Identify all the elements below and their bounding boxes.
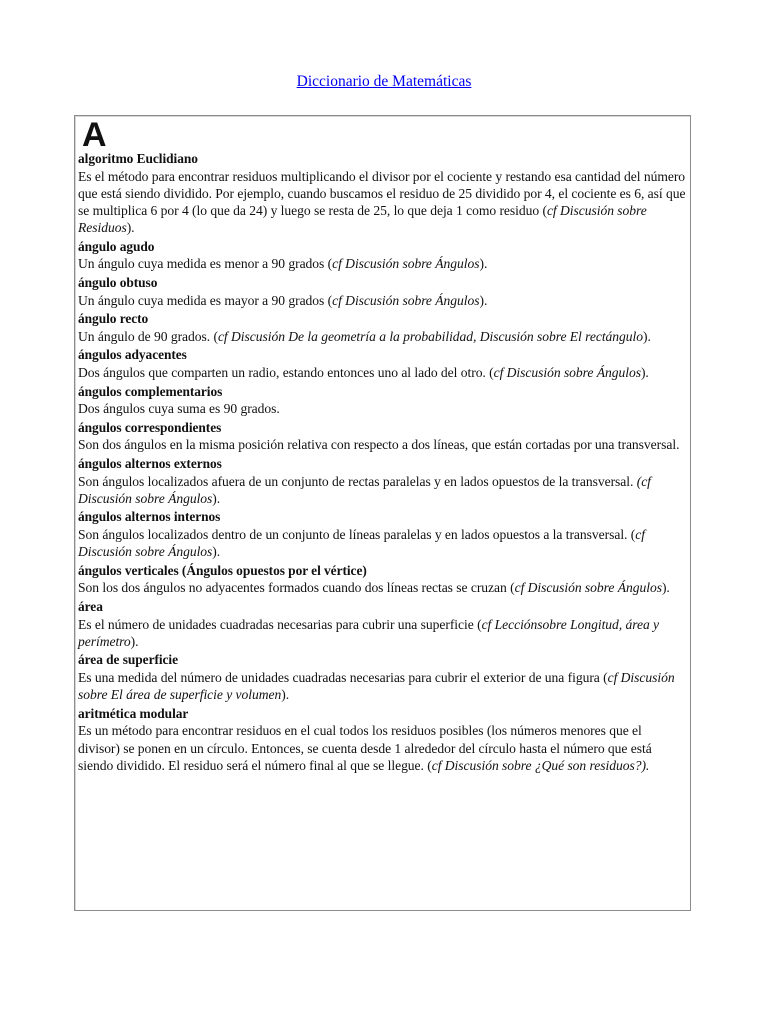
cross-reference: cf Discusión sobre Residuos bbox=[78, 202, 647, 236]
dictionary-entry bbox=[78, 509, 686, 560]
cross-reference: cf Discusión sobre Ángulos bbox=[493, 364, 641, 380]
dictionary-entry bbox=[78, 420, 686, 454]
cross-reference: cf Discusión sobre Ángulos bbox=[332, 256, 480, 272]
cross-reference: cf Discusión sobre El área de superficie y volumen bbox=[78, 669, 675, 703]
definition-text: ). bbox=[212, 490, 221, 506]
entry-term: ángulo agudo bbox=[78, 238, 155, 254]
definition-text: Son dos ángulos en la misma posición relativa con respecto a dos líneas, que están cortadas por una transversal. bbox=[78, 437, 680, 453]
definition-text: Es el método para encontrar residuos multiplicando el divisor por el cociente y restando esa cantidad del número que está siendo dividido. Por ejemplo, cuando buscamos el residuo de 25 dividido por 4, el cociente es 6, así que se multiplica 6 por 4 (lo que da 24) y luego se resta de 25, lo que deja 1 como residuo ( bbox=[78, 168, 686, 218]
cross-reference: cf Discusión sobre ¿Qué son residuos?). bbox=[431, 757, 650, 773]
entry-definition bbox=[78, 292, 686, 309]
page-title bbox=[0, 72, 768, 92]
dictionary-entry bbox=[78, 384, 686, 418]
entry-definition bbox=[78, 579, 686, 596]
dictionary-entry bbox=[78, 239, 686, 273]
definition-text: Un ángulo cuya medida es mayor a 90 grados ( bbox=[78, 292, 333, 308]
entry-term: aritmética modular bbox=[78, 705, 189, 721]
definition-text: ). bbox=[661, 580, 670, 596]
definition-text: ). bbox=[130, 633, 139, 649]
definition-text: Un ángulo cuya medida es menor a 90 grados ( bbox=[78, 256, 333, 272]
entry-definition bbox=[78, 364, 686, 381]
entry-term: ángulos alternos internos bbox=[78, 509, 221, 525]
cross-reference: cf Discusión sobre Ángulos bbox=[514, 580, 662, 596]
dictionary-entry bbox=[78, 706, 686, 774]
definition-text: Son ángulos localizados dentro de un conjunto de líneas paralelas y en lados opuestos a la transversal. ( bbox=[78, 526, 636, 542]
definition-text: ). bbox=[281, 687, 290, 703]
entry-list bbox=[78, 151, 686, 774]
entry-definition bbox=[78, 722, 686, 774]
dictionary-entry bbox=[78, 652, 686, 703]
entry-definition bbox=[78, 255, 686, 272]
definition-text: Es una medida del número de unidades cuadradas necesarias para cubrir el exterior de una figura ( bbox=[78, 669, 608, 685]
entry-term: ángulos verticales (Ángulos opuestos por el vértice) bbox=[78, 562, 367, 578]
cross-reference: cf Lecciónsobre Longitud, área y perímetro bbox=[78, 616, 660, 649]
entry-definition bbox=[78, 400, 686, 417]
cross-reference: cf Discusión sobre Ángulos bbox=[332, 292, 480, 308]
cross-reference: cf Discusión De la geometría a la probabilidad, Discusión sobre El rectángulo bbox=[217, 328, 644, 344]
definition-text: ). bbox=[212, 544, 221, 560]
entry-term: ángulos correspondientes bbox=[78, 419, 222, 435]
dictionary-entry bbox=[78, 563, 686, 597]
section-letter: A bbox=[82, 116, 107, 154]
definition-text: ). bbox=[479, 292, 488, 308]
definition-text: ). bbox=[640, 364, 649, 380]
entry-term: ángulos alternos externos bbox=[78, 456, 222, 472]
definition-text: Son los dos ángulos no adyacentes formados cuando dos líneas rectas se cruzan ( bbox=[78, 580, 515, 596]
dictionary-entry bbox=[78, 311, 686, 345]
dictionary-box bbox=[74, 115, 691, 911]
entry-definition bbox=[78, 436, 686, 453]
definition-text: Es el número de unidades cuadradas necesarias para cubrir una superficie ( bbox=[78, 616, 482, 632]
entry-definition bbox=[78, 616, 686, 650]
entry-term: ángulo recto bbox=[78, 311, 149, 327]
entry-term: ángulos complementarios bbox=[78, 383, 223, 399]
dictionary-entry bbox=[78, 151, 686, 236]
dictionary-title-link[interactable]: Diccionario de Matemáticas bbox=[296, 73, 472, 90]
definition-text: ). bbox=[643, 328, 651, 344]
entry-definition bbox=[78, 328, 686, 345]
cross-reference: (cf Discusión sobre Ángulos bbox=[78, 473, 651, 506]
entry-term: algoritmo Euclidiano bbox=[78, 151, 198, 166]
cross-reference: cf Discusión sobre Ángulos bbox=[78, 526, 645, 560]
entry-term: ángulos adyacentes bbox=[78, 347, 187, 363]
dictionary-entry bbox=[78, 599, 686, 650]
entry-term: área bbox=[78, 599, 103, 615]
entry-term: área de superficie bbox=[78, 652, 179, 668]
definition-text: ). bbox=[126, 220, 135, 236]
dictionary-entry bbox=[78, 275, 686, 309]
definition-text: Dos ángulos cuya suma es 90 grados. bbox=[78, 401, 280, 417]
definition-text: Es un método para encontrar residuos en el cual todos los residuos posibles (los números menores que el divisor) se ponen en un círculo. Entonces, se cuenta desde 1 alrededor del círculo hasta el número que está siendo dividido. El residuo será el número final al que se llegue. ( bbox=[78, 723, 652, 773]
definition-text: ). bbox=[479, 256, 488, 272]
definition-text: Dos ángulos que comparten un radio, estando entonces uno al lado del otro. ( bbox=[78, 364, 494, 380]
entry-term: ángulo obtuso bbox=[78, 275, 158, 291]
definition-text: Son ángulos localizados afuera de un conjunto de rectas paralelas y en lados opuestos de la transversal. bbox=[78, 473, 637, 489]
entry-definition bbox=[78, 526, 686, 560]
entry-definition bbox=[78, 473, 686, 507]
definition-text: Un ángulo de 90 grados. ( bbox=[78, 328, 218, 344]
entry-definition bbox=[78, 669, 686, 703]
entry-definition bbox=[78, 168, 686, 237]
dictionary-entry bbox=[78, 456, 686, 507]
dictionary-entry bbox=[78, 347, 686, 381]
